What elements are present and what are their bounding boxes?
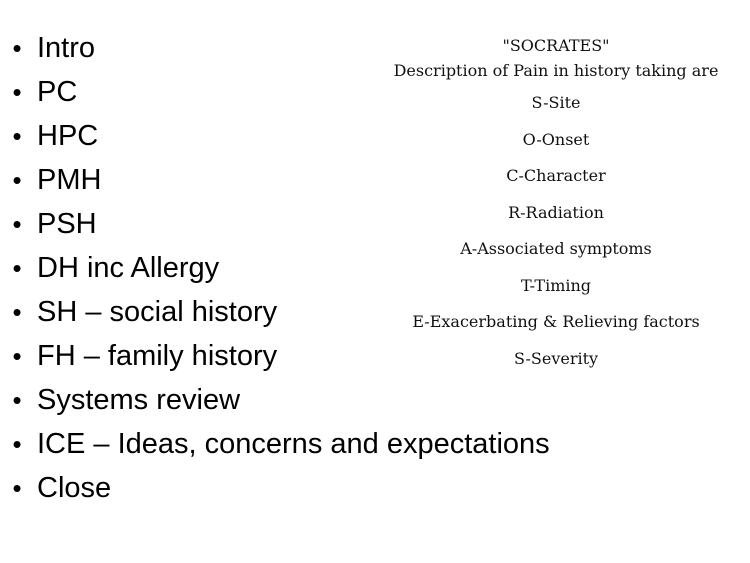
list-item-label: ICE – Ideas, concerns and expectations [37,428,550,460]
list-item-label: PC [37,76,78,108]
bullet-icon: • [12,473,22,503]
bullet-icon: • [12,253,22,283]
mnemonic-item: S-Severity [513,348,599,368]
list-item-label: Intro [37,32,96,64]
socrates-description: Description of Pain in history taking are [393,61,719,80]
list-item-label: DH inc Allergy [37,252,220,284]
bullet-icon: • [12,297,22,327]
list-item-label: PMH [37,164,102,196]
socrates-title: "SOCRATES" [502,36,610,55]
list-item-label: SH – social history [37,296,278,328]
mnemonic-item: A-Associated symptoms [460,239,652,258]
mnemonic-item: O-Onset [522,129,590,149]
mnemonic-item: T-Timing [520,275,592,295]
mnemonic-item: R-Radiation [508,202,604,222]
bullet-icon: • [12,165,22,195]
list-item-label: FH – family history [37,340,278,372]
bullet-icon: • [12,385,22,415]
list-item-label: PSH [37,208,97,240]
list-item-label: HPC [37,120,99,152]
list-item-label: Close [37,472,112,504]
bullet-icon: • [12,429,22,459]
socrates-panel [380,30,732,377]
mnemonic-item: E-Exacerbating & Relieving factors [412,312,700,331]
bullet-icon: • [12,121,22,151]
list-item-label: Systems review [37,384,241,416]
bullet-icon: • [12,209,22,239]
bullet-icon: • [12,33,22,63]
mnemonic-item: S-Site [531,93,581,112]
bullet-icon: • [12,77,22,107]
mnemonic-item: C-Character [506,166,606,185]
bullet-icon: • [12,341,22,371]
socrates-mnemonic-list [380,85,732,377]
